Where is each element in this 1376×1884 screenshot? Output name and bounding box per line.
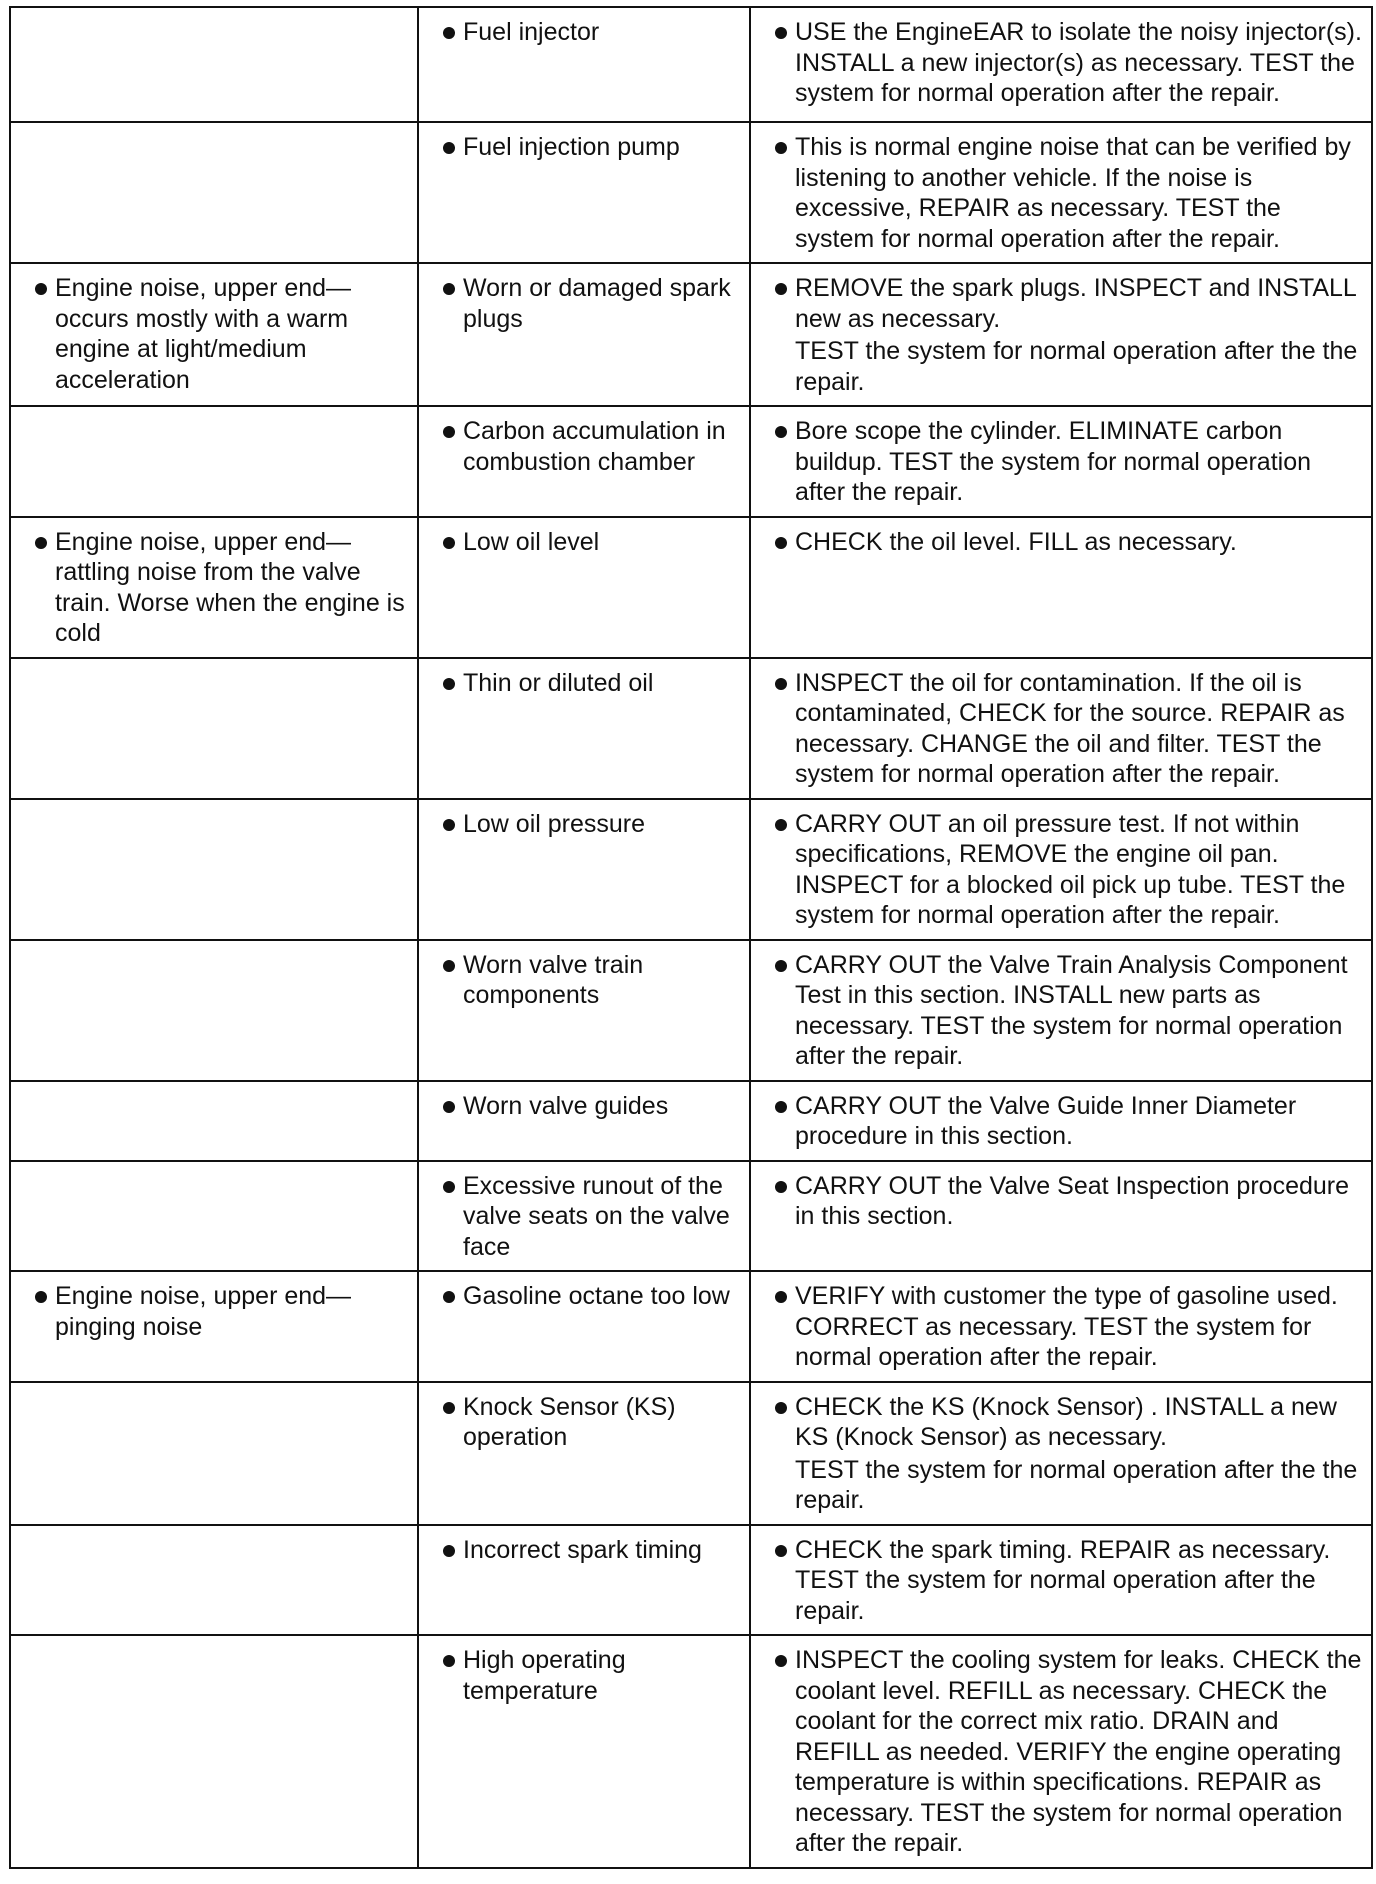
cause-cell-text: Thin or diluted oil [463,668,654,697]
bullet-icon [775,678,787,690]
table-row [10,1382,1372,1525]
action-cell [750,799,1372,940]
cause-cell [418,406,750,517]
action-cell [750,263,1372,406]
action-cell-text: CARRY OUT the Valve Train Analysis Component Test in this section. INSTALL new parts as necessary. TEST the system for normal operation after the repair. [795,950,1348,1070]
table-row [10,658,1372,799]
bullet-item [761,1535,1365,1627]
bullet-item [761,1392,1365,1516]
bullet-icon [443,1101,455,1113]
cause-cell [418,1525,750,1636]
cause-cell [418,1635,750,1868]
condition-cell [10,122,418,263]
table-row [10,1635,1372,1868]
bullet-item [21,273,411,395]
bullet-icon [35,1291,47,1303]
action-cell [750,1635,1372,1868]
bullet-icon [35,283,47,295]
bullet-icon [775,283,787,295]
table-row [10,1525,1372,1636]
condition-cell [10,1081,418,1161]
bullet-item [429,668,743,699]
action-cell [750,1382,1372,1525]
table-row [10,263,1372,406]
bullet-icon [35,537,47,549]
bullet-item [429,527,743,558]
bullet-item [761,809,1365,931]
condition-cell [10,658,418,799]
cause-cell [418,940,750,1081]
action-cell-text: CARRY OUT the Valve Guide Inner Diameter procedure in this section. [795,1091,1297,1150]
bullet-item [429,1645,743,1706]
table-row [10,799,1372,940]
bullet-icon [775,1545,787,1557]
bullet-icon [443,426,455,438]
condition-cell [10,940,418,1081]
bullet-item [761,527,1365,558]
bullet-item [761,273,1365,397]
bullet-item [429,1091,743,1122]
diagnosis-table [9,6,1373,1869]
table-row [10,940,1372,1081]
bullet-item [761,17,1365,109]
bullet-item [761,416,1365,508]
action-cell-text: VERIFY with customer the type of gasoline used. CORRECT as necessary. TEST the system for normal operation after the repair. [795,1282,1338,1371]
table-row [10,122,1372,263]
cause-cell-text: Worn or damaged spark plugs [463,274,731,333]
bullet-item [761,1281,1365,1373]
bullet-item [761,1091,1365,1152]
bullet-item [761,668,1365,790]
condition-cell [10,7,418,122]
bullet-item [761,1645,1365,1859]
action-cell [750,658,1372,799]
bullet-item [761,1171,1365,1232]
action-cell-text: CHECK the spark timing. REPAIR as necessary. TEST the system for normal operation after the repair. [795,1535,1331,1625]
condition-cell [10,799,418,940]
bullet-item [761,950,1365,1072]
table-row [10,1161,1372,1272]
bullet-item [761,132,1365,254]
condition-cell [10,263,418,406]
cause-cell-text: Worn valve train components [463,950,644,1009]
cause-cell [418,122,750,263]
condition-cell-text: Engine noise, upper end—rattling noise from the valve train. Worse when the engine is cold [55,527,405,647]
table-row [10,7,1372,122]
bullet-item [429,1535,743,1566]
cause-cell-text: Incorrect spark timing [463,1535,702,1564]
cause-cell-text: Worn valve guides [463,1091,669,1120]
bullet-icon [775,1181,787,1193]
bullet-icon [775,537,787,549]
action-cell [750,1081,1372,1161]
bullet-item [429,132,743,163]
bullet-item [429,1392,743,1453]
condition-cell [10,1271,418,1382]
condition-cell-text: Engine noise, upper end—occurs mostly with a warm engine at light/medium acceleration [55,274,352,394]
cause-cell [418,1081,750,1161]
action-cell-text: TEST the system for normal operation after the the repair. [795,1455,1358,1514]
bullet-icon [775,1402,787,1414]
bullet-icon [775,27,787,39]
condition-cell [10,1635,418,1868]
cause-cell [418,517,750,658]
action-cell [750,1271,1372,1382]
cause-cell-text: Carbon accumulation in combustion chamber [463,417,726,476]
bullet-item [429,809,743,840]
bullet-icon [775,426,787,438]
bullet-icon [443,27,455,39]
condition-cell-text: Engine noise, upper end—pinging noise [55,1282,352,1341]
bullet-icon [443,537,455,549]
condition-cell [10,1525,418,1636]
bullet-icon [775,1101,787,1113]
bullet-icon [775,819,787,831]
bullet-icon [443,1655,455,1667]
bullet-item [429,1171,743,1263]
action-cell-text: CHECK the oil level. FILL as necessary. [795,527,1237,556]
bullet-icon [443,678,455,690]
bullet-item [429,416,743,477]
bullet-icon [443,1291,455,1303]
cause-cell [418,1161,750,1272]
bullet-icon [443,960,455,972]
cause-cell-text: Excessive runout of the valve seats on the valve face [463,1171,730,1261]
condition-cell [10,1382,418,1525]
cause-cell-text: Knock Sensor (KS) operation [463,1392,676,1451]
action-cell-text: CHECK the KS (Knock Sensor) . INSTALL a new KS (Knock Sensor) as necessary. [795,1392,1337,1451]
bullet-icon [775,1655,787,1667]
condition-cell [10,1161,418,1272]
action-cell-text: This is normal engine noise that can be verified by listening to another vehicle. If the noise is excessive, REPAIR as necessary. TEST the system for normal operation after the repair. [795,133,1351,253]
cause-cell [418,658,750,799]
cause-cell-text: Gasoline octane too low [463,1282,730,1310]
table-row [10,406,1372,517]
action-cell [750,517,1372,658]
action-cell [750,7,1372,122]
bullet-icon [443,819,455,831]
cause-cell-text: Low oil pressure [463,809,646,838]
cause-cell-text: High operating temperature [463,1646,626,1705]
action-cell-text: CARRY OUT an oil pressure test. If not within specifications, REMOVE the engine oil pan. INSPECT for a blocked oil pick up tube. TEST the system for normal operation after the repair. [795,809,1346,929]
action-cell-text: CARRY OUT the Valve Seat Inspection procedure in this section. [795,1171,1350,1230]
condition-cell [10,517,418,658]
bullet-item [429,273,743,334]
cause-cell [418,263,750,406]
bullet-icon [775,960,787,972]
action-cell-text: REMOVE the spark plugs. INSPECT and INSTALL new as necessary. [795,274,1356,333]
action-cell [750,406,1372,517]
bullet-item [429,1281,743,1312]
action-cell [750,122,1372,263]
action-cell [750,1161,1372,1272]
action-cell-text: INSPECT the oil for contamination. If the oil is contaminated, CHECK for the source. REPAIR as necessary. CHANGE the oil and filter. TEST the system for normal operation after the repair. [795,668,1345,788]
table-row [10,517,1372,658]
action-cell-text: TEST the system for normal operation after the the repair. [795,337,1358,396]
action-cell-text: Bore scope the cylinder. ELIMINATE carbon buildup. TEST the system for normal operation after the repair. [795,417,1312,506]
bullet-item [429,950,743,1011]
cause-cell [418,1382,750,1525]
bullet-icon [775,142,787,154]
bullet-item [429,17,743,48]
cause-cell-text: Fuel injection pump [463,133,680,161]
bullet-item [21,527,411,649]
cause-cell [418,1271,750,1382]
cause-cell [418,7,750,122]
action-cell-text: INSPECT the cooling system for leaks. CHECK the coolant level. REFILL as necessary. CHECK the coolant for the correct mix ratio. DRAIN and REFILL as needed. VERIFY the engine operating temperature is within specifications. REPAIR as necessary. TEST the system for normal operation after the repair. [795,1646,1362,1857]
cause-cell-text: Fuel injector [463,18,600,46]
bullet-item [21,1281,411,1342]
bullet-icon [443,283,455,295]
diagnosis-table-body [10,7,1372,1868]
condition-cell [10,406,418,517]
action-cell-text: USE the EngineEAR to isolate the noisy injector(s). INSTALL a new injector(s) as necessary. TEST the system for normal operation after the repair. [795,18,1362,107]
action-cell [750,1525,1372,1636]
action-cell [750,940,1372,1081]
bullet-icon [443,1402,455,1414]
bullet-icon [443,142,455,154]
bullet-icon [443,1545,455,1557]
cause-cell-text: Low oil level [463,527,600,556]
table-row [10,1271,1372,1382]
table-row [10,1081,1372,1161]
cause-cell [418,799,750,940]
bullet-icon [775,1291,787,1303]
bullet-icon [443,1181,455,1193]
